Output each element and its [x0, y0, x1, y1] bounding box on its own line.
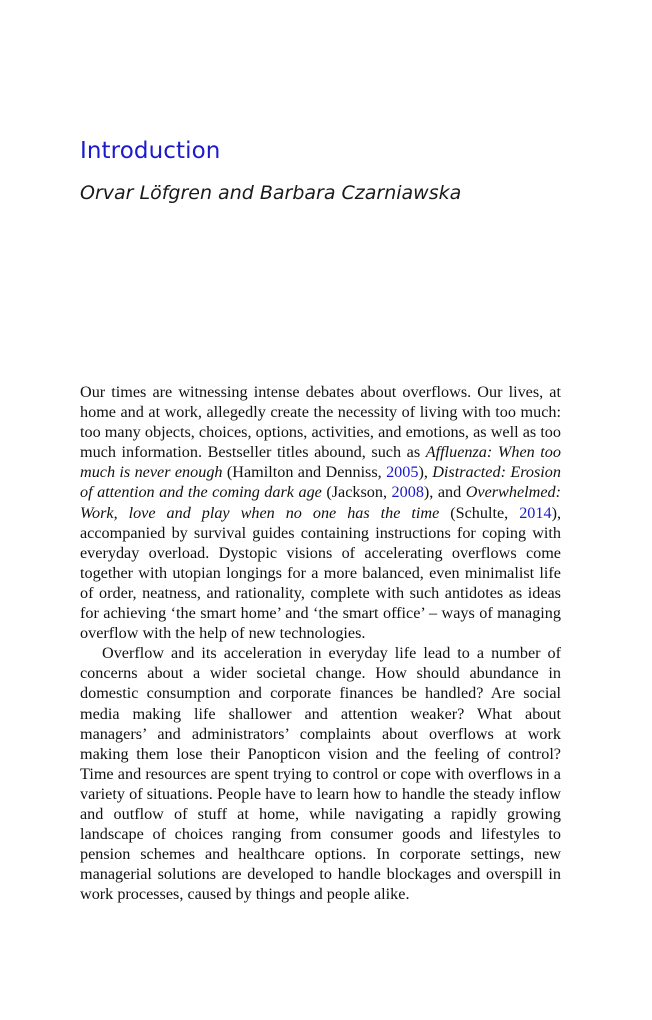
reference-link-2005[interactable]: 2005 [386, 463, 419, 482]
citation-text: (Hamilton and Denniss, [222, 463, 387, 482]
citation-text: (Jackson, [321, 483, 392, 502]
paragraph-1 [80, 382, 561, 643]
book-title-affluenza: Affluenza: When too much is never enough [80, 443, 561, 482]
citation-text: ), and [423, 483, 466, 502]
paragraph-1-intro: Our times are witnessing intense debates about overflows. Our lives, at home and at work, allegedly create the necessity of living with too much: too many objects, choices, options, activities, and emotions, as well as too much information. Bestseller titles abound, such as [80, 383, 561, 462]
book-title-distracted: Distracted: Erosion of attention and the coming dark age [80, 463, 561, 502]
reference-link-2008[interactable]: 2008 [391, 483, 424, 502]
reference-link-2014[interactable]: 2014 [519, 503, 552, 522]
book-title-overwhelmed: Overwhelmed: Work, love and play when no one has the time [80, 483, 561, 522]
body-text [80, 382, 561, 904]
paragraph-2: Overflow and its acceleration in everyday life lead to a number of concerns about a wider societal change. How should abundance in domestic consumption and corporate finances be handled? Are social media making life shallower and attention weaker? What about managers’ and administrators’ complaints about overflows at work making them lose their Panopticon vision and the feeling of control? Time and resources are spent trying to control or cope with overflows in a variety of situations. People have to learn how to handle the steady inflow and outflow of stuff at home, while navigating a rapidly growing landscape of choices ranging from consumer goods and lifestyles to pension schemes and healthcare options. In corporate settings, new managerial solutions are developed to handle blockages and overspill in work processes, caused by things and people alike. [80, 644, 561, 904]
chapter-authors: Orvar Löfgren and Barbara Czarniawska [80, 182, 462, 204]
chapter-title: Introduction [80, 138, 221, 164]
paragraph-1-rest: ), accompanied by survival guides containing instructions for coping with everyday overload. Dystopic visions of accelerating overflows come together with utopian longings for a more balanced, even minimalist life of order, neatness, and rationality, complete with such antidotes as ideas for achieving ‘the smart home’ and ‘the smart office’ – ways of managing overflow with the help of new technologies. [80, 503, 561, 643]
citation-text: ), [418, 463, 433, 482]
citation-text: (Schulte, [439, 503, 520, 522]
